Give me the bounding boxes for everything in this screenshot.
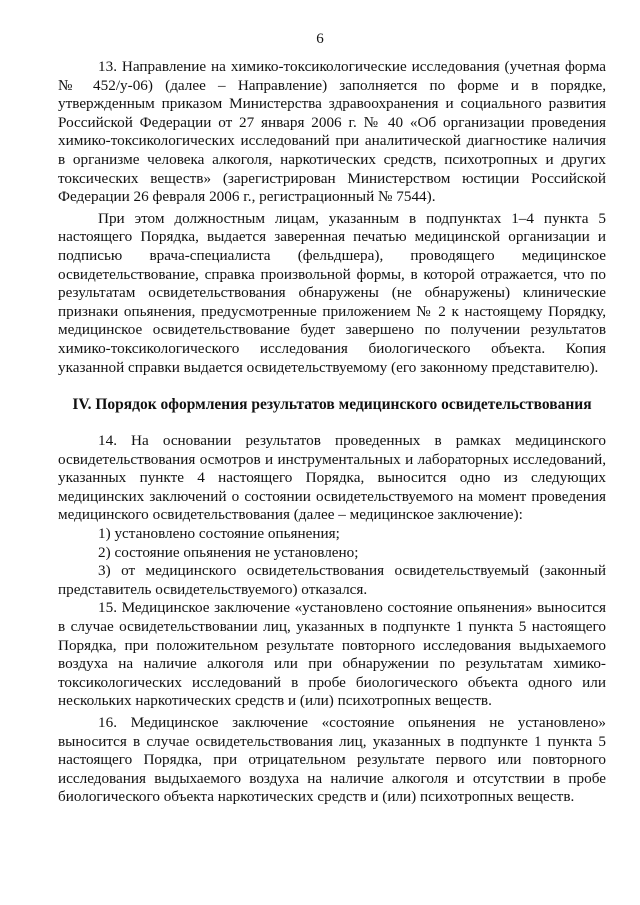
paragraph-13: 13. Направление на химико-токсикологические исследования (учетная форма № 452/у-06) (далее – Направление) заполняется по форме и в порядке, утвержденным приказом Министерства здравоохранения и социального развития Российской Федерации от 27 января 2006 г. № 40 «Об организации проведения химико-токсикологических исследований при аналитической диагностике наличия в организме человека алкоголя, наркотических средств, психотропных и других токсических веществ» (зарегистрирован Министерством юстиции Российской Федерации 26 февраля 2006 г., регистрационный № 7544). (58, 58, 606, 206)
paragraph-15: 15. Медицинское заключение «установлено состояние опьянения» выносится в случае освидетельствовании лиц, указанных в подпункте 1 пункта 5 настоящего Порядка, при положительном результате повторного исследования выдыхаемого воздуха на наличие алкоголя или при обнаружении по результатам химико-токсикологических исследований в пробе биологического объекта одного или нескольких наркотических средств и (или) психотропных веществ. (58, 599, 606, 710)
list-item-14-1: 1) установлено состояние опьянения; (98, 525, 340, 543)
list-item-14-3: 3) от медицинского освидетельствования освидетельствуемый (законный представитель освидетельствуемого) отказался. (58, 562, 606, 598)
page-number: 6 (316, 31, 324, 47)
paragraph-13-continuation: При этом должностным лицам, указанным в подпунктах 1–4 пункта 5 настоящего Порядка, выдается заверенная печатью медицинской организации и подписью врача-специалиста (фельдшера), проводящего медицинское освидетельствование, справка произвольной формы, в которой отражается, что по результатам освидетельствования обнаружены (не обнаружены) клинические признаки опьянения, предусмотренные приложением № 2 к настоящему Порядку, медицинское освидетельствование будет завершено по получении результатов химико-токсикологического исследования биологического объекта. Копия указанной справки выдается освидетельствуемому (его законному представителю). (58, 209, 606, 376)
paragraph-14: 14. На основании результатов проведенных в рамках медицинского освидетельствования осмотров и инструментальных и лабораторных исследований, указанных пункте 4 настоящего Порядка, выносится одно из следующих медицинских заключений о состоянии освидетельствуемого на момент проведения медицинского освидетельствования (далее – медицинское заключение): (58, 432, 606, 524)
paragraph-16: 16. Медицинское заключение «состояние опьянения не установлено» выносится в случае освидетельствования лиц, указанных в подпункте 1 пункта 5 настоящего Порядка, при отрицательном результате первого или повторного исследования выдыхаемого воздуха на наличие алкоголя и отсутствии в пробе биологического объекта наркотических средств и (или) психотропных веществ. (58, 714, 606, 806)
list-item-14-2: 2) состояние опьянения не установлено; (98, 543, 359, 561)
section-heading-iv: IV. Порядок оформления результатов медицинского освидетельствования (72, 396, 592, 414)
document-body (58, 58, 606, 807)
